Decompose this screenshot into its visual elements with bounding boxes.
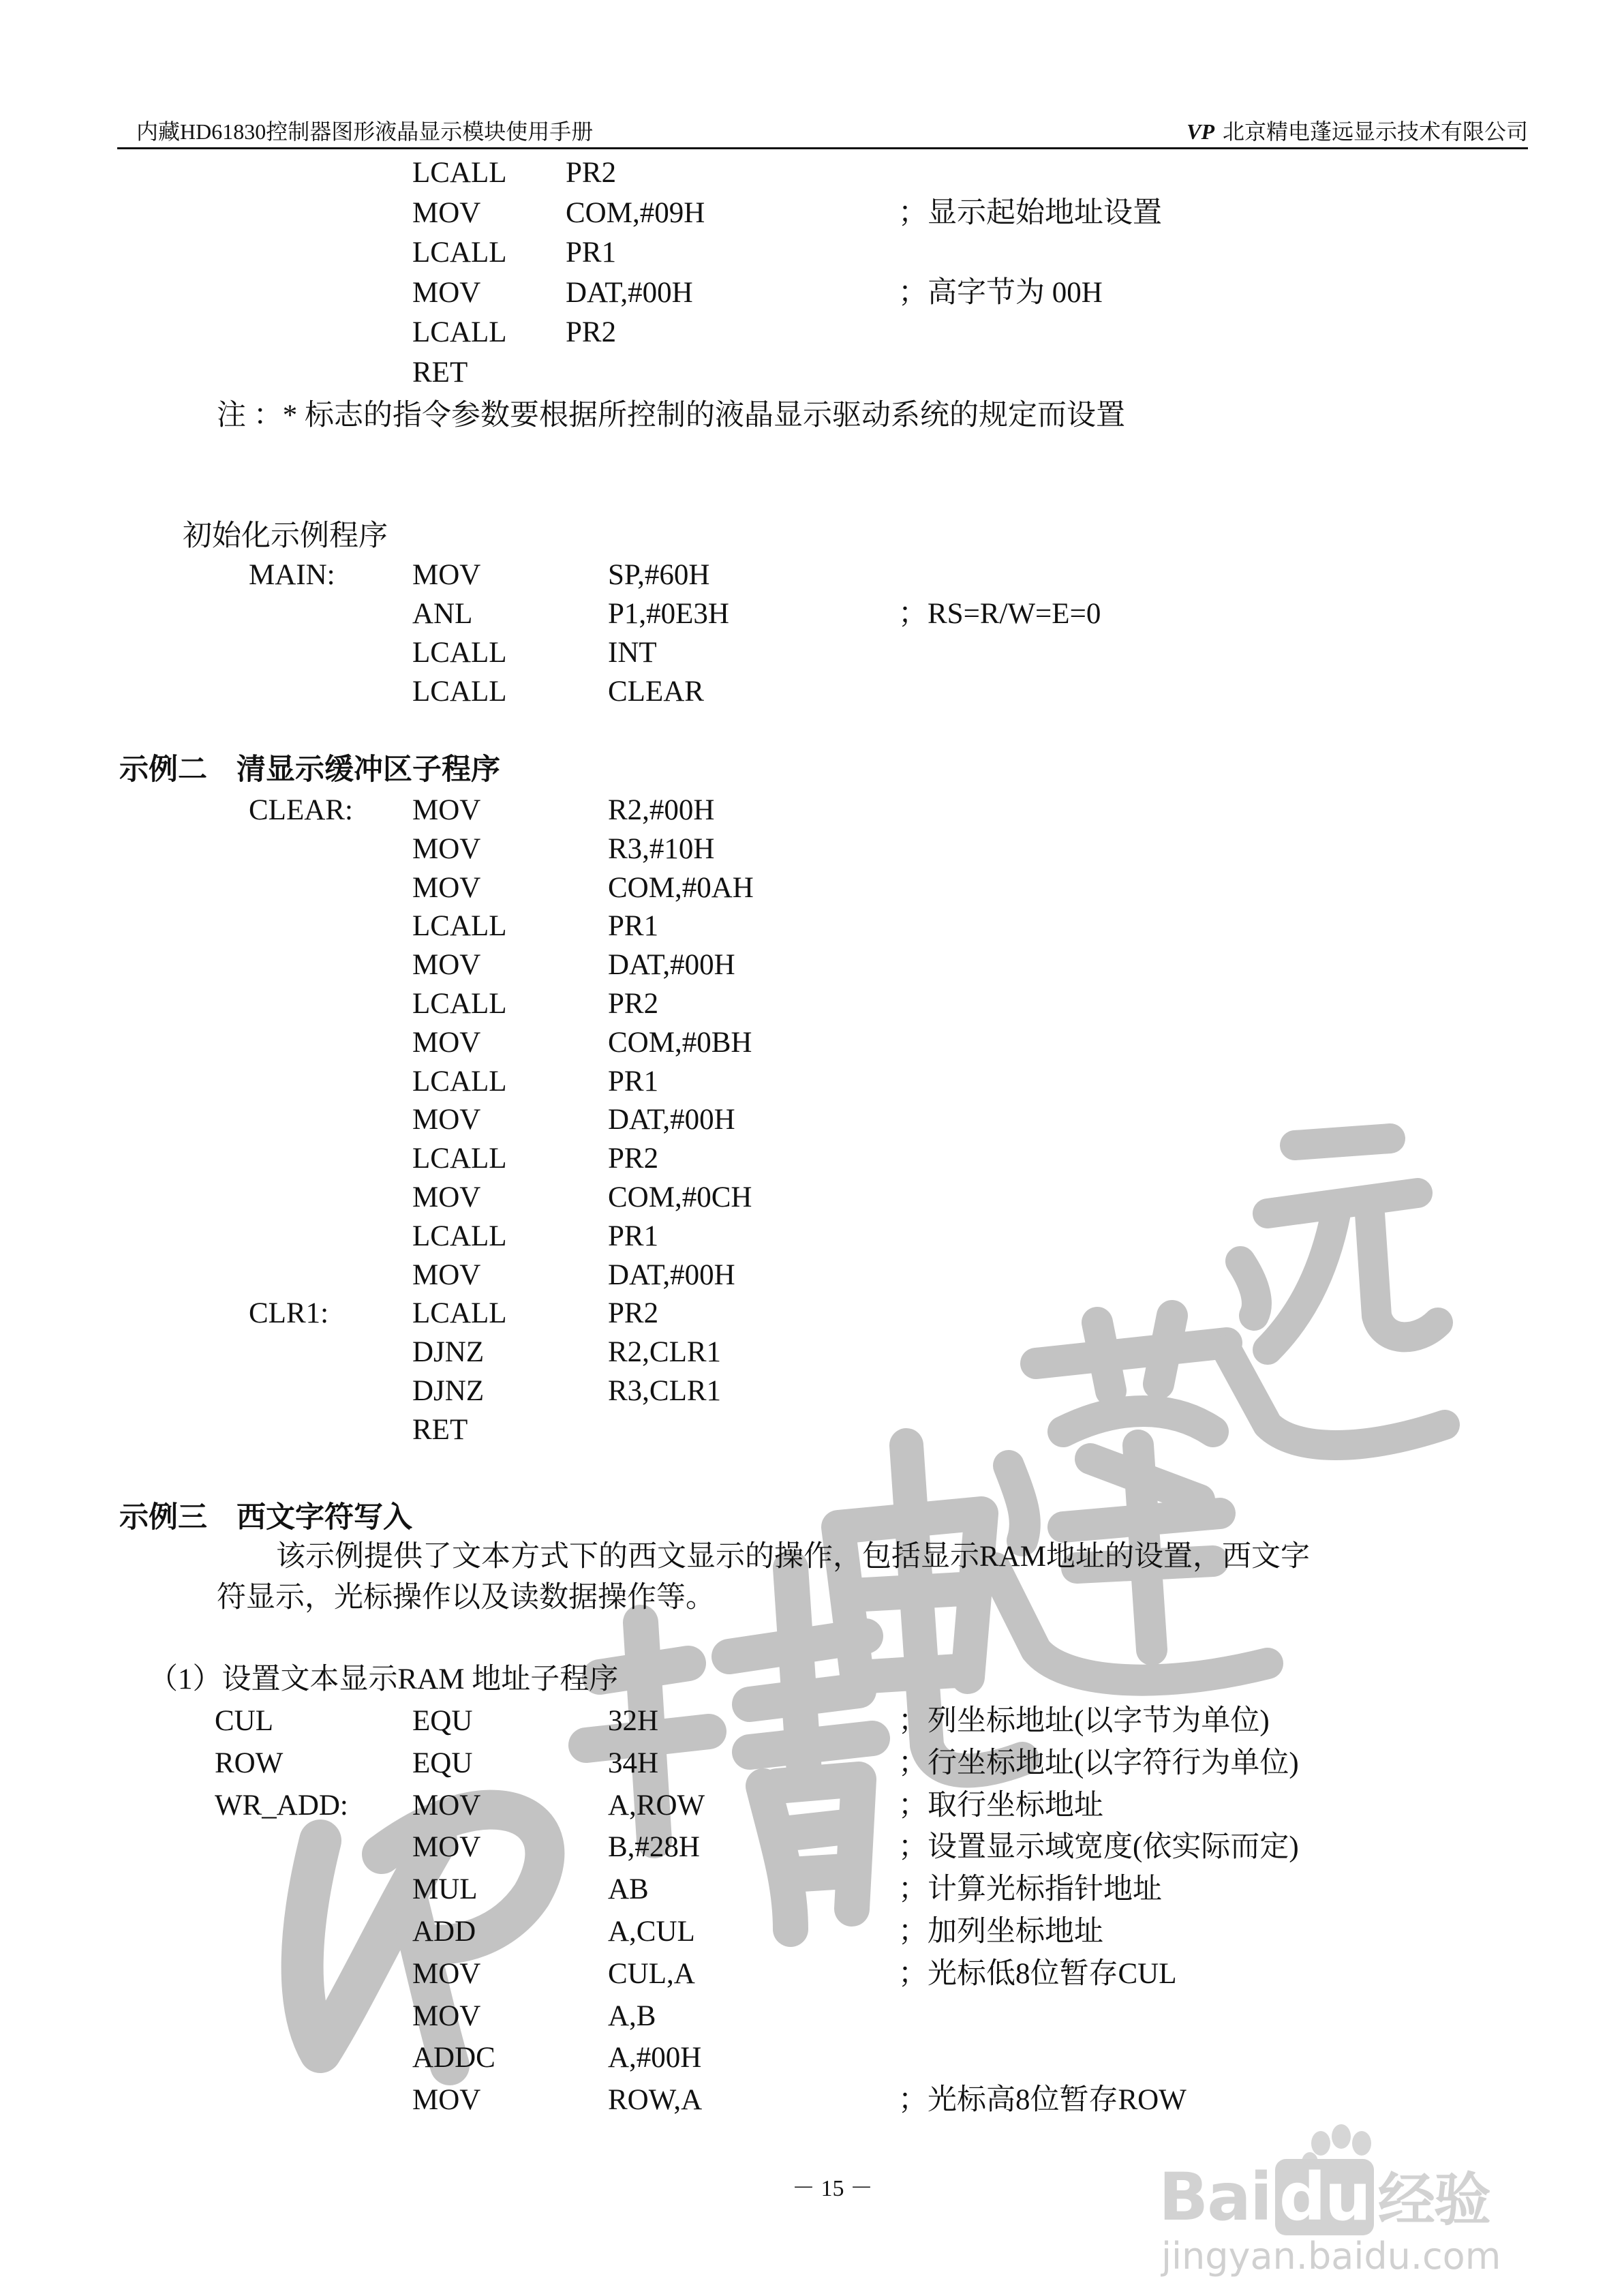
code-arg: CUL,A: [608, 1957, 695, 1990]
code-op: EQU: [412, 1705, 473, 1737]
code-label: WR_ADD:: [215, 1789, 348, 1822]
code-arg: DAT,#00H: [608, 1258, 735, 1291]
code-arg: R3,CLR1: [608, 1375, 722, 1407]
code-op: MOV: [412, 1957, 481, 1990]
code-label: ROW: [215, 1747, 284, 1779]
code-comment: ；加列坐标地址: [898, 1916, 1103, 1948]
code-comment: ；光标高8位暂存ROW: [898, 2084, 1187, 2117]
code-comment: ；列坐标地址(以字节为单位): [898, 1705, 1270, 1737]
code-op: LCALL: [412, 1297, 507, 1330]
code-op: MOV: [412, 1026, 481, 1059]
code-op: LCALL: [412, 910, 507, 943]
code-arg: COM,#0AH: [608, 871, 754, 904]
header-title: 内藏HD61830控制器图形液晶显示模块使用手册: [136, 119, 594, 144]
code-op: LCALL: [412, 316, 507, 348]
code-op: MOV: [412, 276, 481, 309]
code-arg: DAT,#00H: [608, 1104, 735, 1136]
header-rule: [117, 147, 1528, 149]
code-arg: A,#00H: [608, 2042, 702, 2074]
code-comment: ；高字节为 00H: [898, 276, 1103, 309]
code-arg: P1,#0E3H: [608, 598, 729, 630]
code-op: LCALL: [412, 676, 507, 708]
code-op: MOV: [412, 1999, 481, 2032]
site-logo-url: jingyan.baidu.com: [1161, 2235, 1501, 2278]
code-arg: A,B: [608, 1999, 656, 2032]
header-company-name: 北京精电蓬远显示技术有限公司: [1222, 119, 1528, 144]
code-label: CUL: [215, 1705, 273, 1737]
code-arg: 32H: [608, 1705, 659, 1737]
code-arg: B,#28H: [608, 1831, 700, 1864]
code-op: MUL: [412, 1873, 478, 1906]
code-op: LCALL: [412, 237, 507, 269]
example-2-title: 示例二 清显示缓冲区子程序: [119, 754, 500, 786]
code-arg: PR2: [566, 316, 617, 348]
code-arg: R3,#10H: [608, 832, 715, 865]
code-comment: ；显示起始地址设置: [898, 196, 1162, 229]
code-comment: ；取行坐标地址: [898, 1789, 1103, 1822]
code-arg: COM,#09H: [566, 196, 705, 229]
subsection-1-title: （1）设置文本显示RAM 地址子程序: [149, 1663, 619, 1695]
code-op: MOV: [412, 794, 481, 826]
code-arg: A,CUL: [608, 1916, 695, 1948]
site-logo-brand-b: du: [1275, 2159, 1374, 2235]
code-arg: SP,#60H: [608, 559, 710, 591]
init-title: 初始化示例程序: [183, 520, 388, 552]
example-3-paragraph-line-1: 该示例提供了文本方式下的西文显示的操作，包括显示RAM地址的设置，西文字: [276, 1541, 1310, 1573]
example-3-title: 示例三 西文字符写入: [119, 1502, 412, 1534]
header-company: [1187, 115, 1528, 146]
code-label: MAIN:: [249, 559, 335, 591]
code-op: RET: [412, 1413, 468, 1446]
header-logo: VP: [1187, 119, 1214, 144]
code-arg: 34H: [608, 1747, 659, 1779]
code-arg: PR1: [566, 237, 617, 269]
code-arg: CLEAR: [608, 676, 704, 708]
code-arg: COM,#0CH: [608, 1181, 752, 1213]
code-arg: R2,#00H: [608, 794, 715, 826]
code-op: LCALL: [412, 637, 507, 669]
code-op: MOV: [412, 196, 481, 229]
site-logo-wordmark: [1159, 2154, 1490, 2237]
code-op: LCALL: [412, 1220, 507, 1252]
code-op: RET: [412, 356, 468, 389]
code-op: MOV: [412, 1258, 481, 1291]
code-op: ADD: [412, 1916, 476, 1948]
code-op: MOV: [412, 559, 481, 591]
code-label: CLR1:: [249, 1297, 329, 1330]
code-arg: AB: [608, 1873, 649, 1906]
code-arg: PR1: [608, 1065, 659, 1098]
code-arg: DAT,#00H: [566, 276, 693, 309]
site-logo: [1159, 2113, 1540, 2277]
code-op: ADDC: [412, 2042, 495, 2074]
page-number: － 15 －: [792, 2176, 873, 2201]
code-arg: PR1: [608, 910, 659, 943]
code-arg: COM,#0BH: [608, 1026, 752, 1059]
code-op: DJNZ: [412, 1375, 485, 1407]
code-arg: PR2: [608, 988, 659, 1020]
code-comment: ；计算光标指针地址: [898, 1873, 1162, 1906]
code-comment: ；RS=R/W=E=0: [898, 598, 1101, 630]
code-comment: ；行坐标地址(以字符行为单位): [898, 1747, 1299, 1779]
code-arg: R2,CLR1: [608, 1336, 722, 1369]
code-arg: PR2: [608, 1297, 659, 1330]
code-arg: INT: [608, 637, 657, 669]
code-op: MOV: [412, 832, 481, 865]
code-comment: ；设置显示域宽度(依实际而定): [898, 1831, 1299, 1864]
site-logo-brand-c: 经验: [1377, 2166, 1490, 2233]
code-op: MOV: [412, 2084, 481, 2117]
code-op: LCALL: [412, 1143, 507, 1175]
code-arg: PR1: [608, 1220, 659, 1252]
code-arg: DAT,#00H: [608, 949, 735, 982]
note: 注 ：* 标志的指令参数要根据所控制的液晶显示驱动系统的规定而设置: [217, 399, 1125, 432]
code-op: EQU: [412, 1747, 473, 1779]
code-op: MOV: [412, 871, 481, 904]
code-op: LCALL: [412, 988, 507, 1020]
watermark-stroke-yuan: [1227, 1138, 1445, 1445]
code-label: CLEAR:: [249, 794, 353, 826]
code-op: MOV: [412, 1831, 481, 1864]
code-op: ANL: [412, 598, 473, 630]
code-op: LCALL: [412, 1065, 507, 1098]
site-logo-brand-a: Bai: [1159, 2159, 1271, 2235]
code-op: DJNZ: [412, 1336, 485, 1369]
code-arg: ROW,A: [608, 2084, 703, 2117]
code-arg: PR2: [608, 1143, 659, 1175]
code-comment: ；光标低8位暂存CUL: [898, 1957, 1177, 1990]
code-op: LCALL: [412, 157, 507, 189]
code-arg: A,ROW: [608, 1789, 705, 1822]
code-op: MOV: [412, 949, 481, 982]
code-arg: PR2: [566, 157, 617, 189]
code-op: MOV: [412, 1181, 481, 1213]
example-3-paragraph-line-2: 符显示，光标操作以及读数据操作等。: [217, 1582, 715, 1614]
code-op: MOV: [412, 1104, 481, 1136]
code-op: MOV: [412, 1789, 481, 1822]
